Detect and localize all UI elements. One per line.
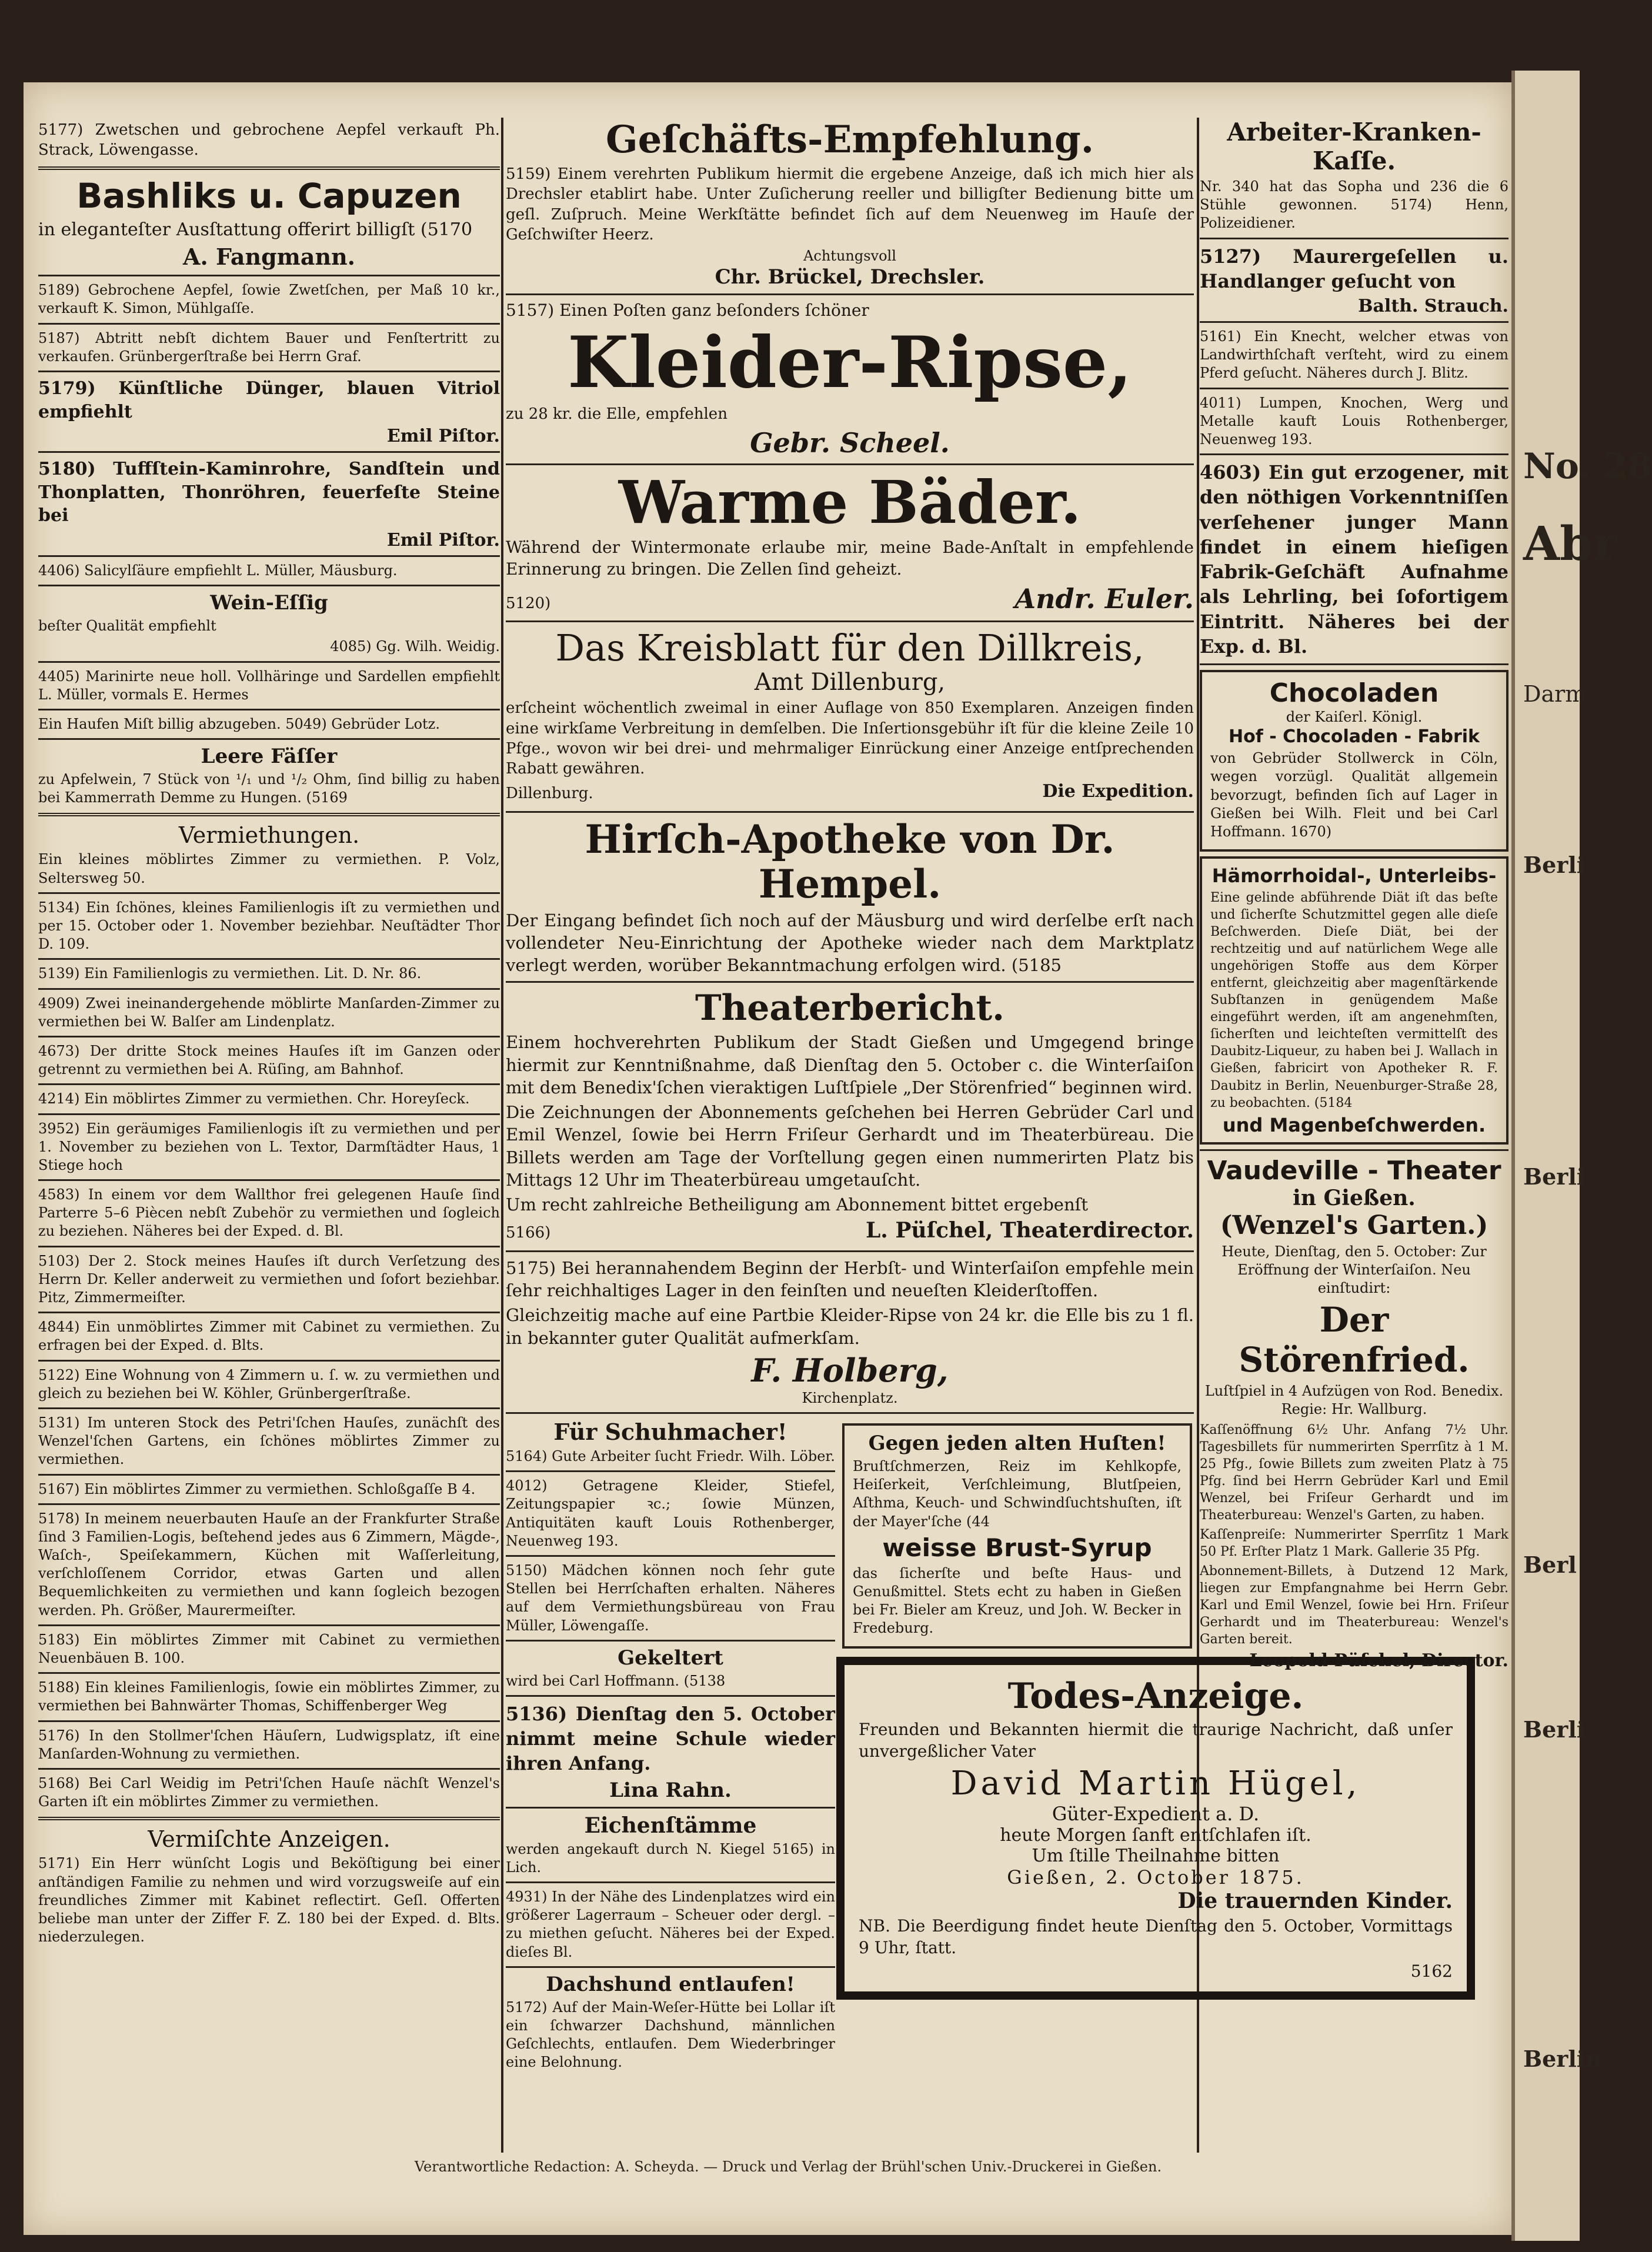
ad-kleider-intro: 5157) Einen Poſten ganz beſonders ſchöner <box>506 301 869 321</box>
ad-holberg-place: Kirchenplatz. <box>802 1389 898 1406</box>
ad-baeder-no: 5120) <box>506 594 551 612</box>
ad-v8: 4583) In einem vor dem Wallthor frei gelegenen Hauſe ſind Parterre 5–6 Piècen nebſt Zubehör zu vermiethen und ſogleich zu beziehen. Näheres bei der Exped. d. Bl. <box>38 1186 500 1240</box>
todes-p1: Freunden und Bekannten hiermit die traurige Nachricht, daß unſer unvergeßlicher Vater <box>859 1719 1453 1761</box>
ad-vaud-text: Heute, Dienſtag, den 5. October: Zur Eröffnung der Winterſaiſon. Neu einſtudirt: <box>1222 1243 1487 1296</box>
todes-nb: NB. Die Beerdigung findet heute Dienſtag den 5. October, Vormittags 9 Uhr, ſtatt. <box>859 1916 1453 1958</box>
ad-v6: 4214) Ein möblirtes Zimmer zu vermiethen. Chr. Horeyſeck. <box>38 1090 470 1107</box>
ad-vaud-play-text: Luſtſpiel in 4 Aufzügen von Rod. Benedix. Regie: Hr. Wallburg. <box>1204 1383 1504 1418</box>
todes-anzeige-box <box>836 1657 1475 2000</box>
next-page-edge <box>1511 71 1652 2241</box>
ad-wein-text: beſter Qualität empfiehlt <box>38 618 216 635</box>
ad-haem-title: Hämorrhoidal-, Unterleibs- <box>1212 865 1497 888</box>
todes-p2: heute Morgen ſanft entſchlafen iſt. <box>1000 1825 1311 1846</box>
ad-5187: 5187) Abtritt nebſt dichtem Bauer und Fenſtertritt zu verkaufen. Grünbergerſtraße bei Herrn Graf. <box>38 329 500 365</box>
ad-baeder-title: Warme Bäder. <box>618 467 1082 537</box>
ad-v16: 5188) Ein kleines Familienlogis, ſowie ein möblirtes Zimmer, zu vermiethen bei Bahnwärter Thomas, Schiffenberger Weg <box>38 1679 500 1714</box>
ad-holberg-text: 5175) Bei herannahendem Beginn der Herbſt- und Winterſaiſon empfehle mein ſehr reichhaltiges Lager in den feinſten und neueſten Kleiderſtoffen. <box>506 1257 1194 1301</box>
edge-word: No. 28 <box>1523 446 1652 487</box>
ad-vaud-sub2: (Wenzel's Garten.) <box>1220 1210 1489 1240</box>
ad-5127-sig: Balth. Strauch. <box>1358 296 1509 317</box>
ad-gekeltert-title: Gekeltert <box>618 1646 723 1670</box>
ad-gekeltert-text: wird bei Carl Hoffmann. (5138 <box>506 1672 726 1689</box>
ad-v13: 5167) Ein möblirtes Zimmer zu vermiethen. Schloßgaſſe B 4. <box>38 1480 476 1497</box>
ad-v18: 5168) Bei Carl Weidig im Petri'ſchen Hauſe nächſt Wenzel's Garten iſt ein möblirtes Zimmer zu vermiethen. <box>38 1774 500 1810</box>
ad-5189: 5189) Gebrochene Aepfel, ſowie Zwetſchen, per Maß 10 kr., verkauft K. Simon, Mühlgaſſe. <box>38 282 500 317</box>
ad-5177: 5177) Zwetschen und gebrochene Aepfel verkauft Ph. Strack, Löwengasse. <box>38 121 500 159</box>
ad-v14: 5178) In meinem neuerbauten Hauſe an der Frankfurter Straße ſind 3 Familien-Logis, beſtehend jedes aus 6 Zimmern, Mägde-, Waſch-, Speiſekammern, Küchen mit Waſſerleitung, verſchloſſenem Corridor, etwas Garten und allen Bequemlichkeiten zu vermiethen und kann ſogleich bezogen werden. Ph. Größer, Maurermeiſter. <box>38 1510 500 1619</box>
ad-holberg-text2: Gleichzeitig mache auf eine Partbie Kleider-Ripse von 24 kr. die Elle bis zu 1 fl. in bekannter guter Qualität aufmerkſam. <box>506 1305 1194 1348</box>
ad-husten-text: Bruſtſchmerzen, Reiz im Kehlkopfe, Heiſerkeit, Verſchleimung, Blutſpeien, Aſthma, Keuch- und Schwindſuchtshuſten, iſt der Mayer'ſche (44 <box>853 1458 1182 1530</box>
edge-word: Berli <box>1523 1716 1586 1743</box>
ad-theater-p2: Die Zeichnungen der Abonnements geſchehen bei Herren Gebrüder Carl und Emil Wenzel, ſowie bei Herrn Friſeur Gerhardt und im Theaterbüreau. Die Billets werden am Tage der Vorſtellung gegen einen nummerirten Platz bis Mittags 12 Uhr im Theaterbüreau umgetauſcht. <box>506 1102 1194 1190</box>
edge-word: Berli <box>1523 1163 1586 1190</box>
edge-word: Berli <box>1523 852 1586 878</box>
ad-kleider-title: Kleider-Ripse, <box>568 321 1132 405</box>
ad-vaud-sig: Leopold Püſchel, Director. <box>1249 1650 1509 1671</box>
ad-kreis-footer <box>506 781 1194 806</box>
ad-v1: Ein kleines möblirtes Zimmer zu vermiethen. P. Volz, Seltersweg 50. <box>38 851 500 886</box>
ad-5161: 5161) Ein Knecht, welcher etwas von Landwirthſchaft verſteht, wird zu einem Pferd geſucht. Näheres durch J. Blitz. <box>1200 328 1509 382</box>
edge-word: Berlin <box>1523 2046 1601 2072</box>
ad-dachs-title: Dachshund entlaufen! <box>546 1972 795 1996</box>
ad-theater-p1: Einem hochverehrten Publikum der Stadt Gießen und Umgegend bringe hiermit zur Kenntnißnahme, daß Dienſtag den 5. October c. die Winterſaiſon mit dem Benedix'ſchen vieraktigen Luſtſpiele „Der Störenfried“ beginnen wird. <box>506 1032 1194 1097</box>
ad-schule-sig: Lina Rahn. <box>609 1778 732 1802</box>
ad-theater-no: 5166) <box>506 1224 551 1242</box>
ad-schule-text: 5136) Dienſtag den 5. October nimmt meine Schule wieder ihren Anfang. <box>506 1702 835 1775</box>
ad-holberg-sig: F. Holberg, <box>751 1351 949 1389</box>
ad-5179-sig: Emil Piſtor. <box>386 426 500 447</box>
ad-kreis-title: Das Kreisblatt für den Dillkreis, <box>555 626 1144 669</box>
ad-vaud-details: Kaſſenöffnung 6½ Uhr. Anfang 7½ Uhr. Tagesbillets für nummerirten Sperrſitz à 1 M. 25 Pfg., ſowie Billets zum zweiten Platz à 75 Pfg. ſind bei Herrn Gebrüder Karl und Emil Wenzel, bei Friſeur Gerhardt und im Theaterbureau: Wenzel's Garten, zu haben. <box>1200 1422 1509 1523</box>
ad-faesser-title: Leere Fäſſer <box>201 745 338 769</box>
ad-haem-title2: und Magenbeſchwerden. <box>1222 1113 1486 1136</box>
ad-choco-sub2: Hof - Chocoladen - Fabrik <box>1228 726 1480 748</box>
ad-geschaefts-close: Achtungsvoll <box>803 248 896 265</box>
ad-choco-title: Chocoladen <box>1269 678 1439 709</box>
ad-5171: 5171) Ein Herr wünſcht Logis und Beköſtigung bei einer anſtändigen Familie zu nehmen und wird vorzugsweiſe auf ein freundliches Zimmer mit Kabinet reflectirt. Geſl. Offerten beliebe man unter der Ziffer F. Z. 180 bei der Exped. d. Blts. niederzulegen. <box>38 1855 500 1946</box>
ad-4603: 4603) Ein gut erzogener, mit den nöthigen Vorkenntniſſen verſehener junger Mann findet in einem hieſigen Fabrik-Geſchäft Aufnahme als Lehrling, bei ſofortigem Eintritt. Näheres bei der Exp. d. Bl. <box>1200 461 1509 658</box>
ad-kreis-place: Dillenburg. <box>506 785 593 803</box>
ad-theater-footer <box>506 1218 1194 1245</box>
ad-v2: 5134) Ein ſchönes, kleines Familienlogis iſt zu vermiethen und per 15. October oder 1. November beziehbar. Neuſtädter Thor D. 109. <box>38 899 500 953</box>
ad-vaud-abo: Abonnement-Billets, à Dutzend 12 Mark, liegen zur Empfangnahme bei Herrn Gebr. Karl und Emil Wenzel, ſowie bei Hrn. Friſeur Gerhardt und im Theaterbureau: Wenzel's Garten bereit. <box>1200 1563 1509 1647</box>
todes-role: Güter-Expedient a. D. <box>1052 1803 1260 1826</box>
ad-5150: 5150) Mädchen können noch ſehr gute Stellen bei Herrſchaften erhalten. Näheres auf dem Vermiethungsbüreau von Frau Müller, Löwengaſſe. <box>506 1562 835 1634</box>
ad-4011: 4011) Lumpen, Knochen, Werg und Metalle kauft Louis Rothenberger, Neuenweg 193. <box>1200 394 1509 448</box>
ad-wein-sig: 4085) Gg. Wilh. Weidig. <box>330 638 500 655</box>
ad-vaud-prices: Kaſſenpreiſe: Nummerirter Sperrſitz 1 Mark 50 Pf. Erſter Platz 1 Mark. Gallerie 35 Pfg. <box>1200 1527 1509 1559</box>
ad-bashliks-text: in eleganteſter Ausſtattung offerirt billigſt (5170 <box>38 219 473 240</box>
imprint-footer: Verantwortliche Redaction: A. Scheyda. — Druck und Verlag der Brühl'schen Univ.-Druckerei in Gießen. <box>414 2158 1162 2175</box>
ad-5180: 5180) Tuffſtein-Kaminrohre, Sandſtein und Thonplatten, Thonröhren, feuerfeſte Steine bei <box>38 459 500 526</box>
ad-baeder-sig: Andr. Euler. <box>1014 582 1194 615</box>
ad-v5: 4673) Der dritte Stock meines Hauſes iſt im Ganzen oder getrennt zu vermiethen bei A. Rüſing, am Bahnhof. <box>38 1042 500 1078</box>
ad-schuh-text: 5164) Gute Arbeiter ſucht Friedr. Wilh. Löber. <box>506 1448 835 1465</box>
ad-4406: 4406) Salicylſäure empfiehlt L. Müller, Mäusburg. <box>38 562 398 579</box>
ad-bashliks-title: Bashliks u. Capuzen <box>76 175 462 216</box>
ad-husten-product: weisse Brust-Syrup <box>882 1533 1152 1562</box>
ad-v9: 5103) Der 2. Stock meines Hauſes iſt durch Verſetzung des Herrn Dr. Keller anderweit zu vermiethen und ſofort beziehbar. Pitz, Zimmermeiſter. <box>38 1252 500 1306</box>
ad-husten-title: Gegen jeden alten Huſten! <box>868 1432 1166 1456</box>
ad-4931: 4931) In der Nähe des Lindenplatzes wird ein größerer Lagerraum – Scheuer oder dergl. – zu miethen geſucht. Näheres bei der Exped. dieſes Bl. <box>506 1889 835 1960</box>
column-right <box>1200 118 1509 1671</box>
todes-place: Gießen, 2. October 1875. <box>1007 1866 1304 1889</box>
ad-hirsch-text: Der Eingang befindet ſich noch auf der Mäusburg und wird derſelbe erſt nach vollendeter Neu-Einrichtung der Apotheke wieder nach dem Marktplatz verlegt werden, worüber Bekanntmachung erfolgen wird. (5185 <box>506 910 1194 976</box>
ad-dachs-text: 5172) Auf der Main-Weſer-Hütte bei Lollar iſt ein ſchwarzer Dachshund, männlichen Geſchlechts, entlaufen. Dem Wiederbringer eine Belohnung. <box>506 1999 835 2071</box>
ad-choco-box <box>1200 670 1509 852</box>
ad-geschaefts-text: 5159) Einem verehrten Publikum hiermit die ergebene Anzeige, daß ich mich hier als Drechsler etablirt habe. Unter Zuſicherung reeller und billigſter Bedienung bitte um geſl. Zuſpruch. Meine Werkſtätte befindet ſich auf dem Neuenweg im Hauſe der Geſchwiſter Heerz. <box>506 165 1194 243</box>
ad-v7: 3952) Ein geräumiges Familienlogis iſt zu vermiethen und per 1. November zu beziehen von L. Textor, Darmſtädter Haus, 1 Stiege hoch <box>38 1120 500 1173</box>
ad-kreis-sub: Amt Dillenburg, <box>754 669 946 696</box>
ad-vaud-play: Der Störenfried. <box>1239 1300 1470 1380</box>
ad-v3: 5139) Ein Familienlogis zu vermiethen. Lit. D. Nr. 86. <box>38 965 422 982</box>
ad-vaud-sub: in Gießen. <box>1293 1185 1416 1210</box>
todes-name: David Martin Hügel, <box>950 1764 1361 1803</box>
newspaper-page <box>24 82 1511 2235</box>
ad-hirsch-title: Hirſch-Apotheke von Dr. Hempel. <box>585 816 1115 907</box>
ad-bashliks-sig: A. Fangmann. <box>183 243 355 271</box>
section-vermiethungen: Vermiethungen. <box>178 822 360 849</box>
ad-4405: 4405) Marinirte neue holl. Vollhäringe und Sardellen empfiehlt L. Müller, vormals E. Hermes <box>38 668 500 703</box>
column-left <box>38 118 500 1949</box>
ad-5180-sig: Emil Piſtor. <box>386 529 500 551</box>
ad-vaud-title: Vaudeville - Theater <box>1207 1155 1501 1186</box>
ad-wein-title: Wein-Eſſig <box>210 591 328 615</box>
column-rule <box>501 118 503 2153</box>
ad-choco-text: von Gebrüder Stollwerck in Cöln, wegen vorzügl. Qualität allgemein bevorzugt, befinden ſich auf Lager in Gießen bei Wilh. Fleit und bei Carl Hoffmann. 1670) <box>1210 750 1498 840</box>
edge-word: Berl <box>1523 1552 1577 1578</box>
ad-kreis-text: erſcheint wöchentlich zweimal in einer Auflage von 850 Exemplaren. Anzeigen finden eine wirkſame Verbreitung in demſelben. Die Inſertionsgebühr iſt für die kleine Zeile 10 Pfge., wovon wir bei drei- und mehrmaliger Einrückung einer Anzeige entſprechenden Rabatt gewähren. <box>506 699 1194 778</box>
ad-v17: 5176) In den Stollmer'ſchen Häuſern, Ludwigsplatz, iſt eine Manſarden-Wohnung zu vermiethen. <box>38 1727 500 1762</box>
ad-kasse-title: Arbeiter-Kranken-Kaſſe. <box>1227 118 1481 175</box>
ad-theater-p3: Um recht zahlreiche Betheiligung am Abonnement bittet ergebenſt <box>506 1195 1089 1215</box>
ad-4012: 4012) Getragene Kleider, Stiefel, Zeitungspapier ꝛc.; ſowie Münzen, Antiquitäten kauft Louis Rothenberger, Neuenweg 193. <box>506 1477 835 1549</box>
ad-eichen-title: Eichenſtämme <box>584 1813 757 1838</box>
ad-baeder-text: Während der Wintermonate erlaube mir, meine Bade-Anſtalt in empfehlende Erinnerung zu bringen. Die Zellen ſind geheizt. <box>506 537 1194 579</box>
ad-v12: 5131) Im unteren Stock des Petri'ſchen Hauſes, zunächſt des Wenzel'ſchen Gartens, ein ſchönes möblirtes Zimmer zu vermiethen. <box>38 1414 500 1468</box>
lower-middle-left <box>506 1419 835 2074</box>
todes-sig: Die trauernden Kinder. <box>1177 1889 1453 1914</box>
ad-kreis-sig: Die Expedition. <box>1042 781 1194 802</box>
ad-kasse-text: Nr. 340 hat das Sopha und 236 die 6 Stühle gewonnen. 5174) Henn, Polizeidiener. <box>1200 178 1509 232</box>
ad-haem-text: Eine gelinde abführende Diät iſt das beſte und ſicherſte Schutzmittel gegen alle dieſe Beſchwerden. Dieſe Diät, bei der rechtzeitig und auf natürlichem Wege alle ungehörigen Stoffe aus dem Körper entfernt, gleichzeitig aber magenſtärkende Subſtanzen in genügendem Maße eingeführt werden, iſt am angenehmſten, ſicherſten und leichteſten vermittelſt des Daubitz-Liqueur, zu haben bei J. Wallach in Gießen, fabricirt von Apotheker R. F. Daubitz in Berlin, Neuenburger-Straße 28, zu beobachten. (5184 <box>1210 890 1498 1110</box>
ad-theater-sig: L. Püſchel, Theaterdirector. <box>865 1218 1194 1243</box>
edge-word: Darm <box>1523 681 1587 707</box>
ad-eichen-text: werden angekauft durch N. Kiegel 5165) in Lich. <box>506 1840 835 1876</box>
todes-p3: Um ſtille Theilnahme bitten <box>1032 1846 1280 1867</box>
ad-v10: 4844) Ein unmöblirtes Zimmer mit Cabinet zu vermiethen. Zu erfragen bei der Exped. d. Blts. <box>38 1319 500 1354</box>
todes-no: 5162 <box>1410 1961 1453 1981</box>
ad-v11: 5122) Eine Wohnung von 4 Zimmern u. ſ. w. zu vermiethen und gleich zu beziehen bei W. Köhler, Grünbergerſtraße. <box>38 1366 500 1402</box>
ad-5049: Ein Haufen Miſt billig abzugeben. 5049) Gebrüder Lotz. <box>38 715 440 732</box>
ad-schuh-title: Für Schuhmacher! <box>553 1419 787 1446</box>
todes-title: Todes-Anzeige. <box>1007 1675 1304 1717</box>
ad-husten-text2: das ſicherſte und beſte Haus- und Genußmittel. Stets echt zu haben in Gießen bei Fr. Bieler am Kreuz, und Joh. W. Becker in Fredeburg. <box>853 1564 1182 1637</box>
ad-5179: 5179) Künſtliche Dünger, blauen Vitriol empfiehlt <box>38 378 500 422</box>
ad-v15: 5183) Ein möblirtes Zimmer mit Cabinet zu vermiethen Neuenbäuen B. 100. <box>38 1631 500 1666</box>
ad-geschaefts-title: Geſchäfts-Empfehlung. <box>606 118 1094 162</box>
ad-choco-sub: der Kaiſerl. Königl. <box>1286 709 1423 726</box>
ad-kleider-text: zu 28 kr. die Elle, empfehlen <box>506 405 727 423</box>
ad-husten-box <box>842 1423 1192 1649</box>
ad-theater-title: Theaterbericht. <box>695 987 1005 1029</box>
ad-v4: 4909) Zwei ineinandergehende möblirte Manſarden-Zimmer zu vermiethen bei W. Balſer am Lindenplatz. <box>38 995 500 1030</box>
ad-kleider-sig: Gebr. Scheel. <box>750 426 950 459</box>
ad-haem-box <box>1200 856 1509 1144</box>
ad-faesser-text: zu Apfelwein, 7 Stück von ¹/₁ und ¹/₂ Ohm, ſind billig zu haben bei Kammerrath Demme zu Hungen. (5169 <box>38 771 500 806</box>
ad-geschaefts-sig: Chr. Brückel, Drechsler. <box>715 265 985 289</box>
ad-5127: 5127) Maurergeſellen u. Handlanger geſucht von <box>1200 245 1509 292</box>
section-vermischte: Vermiſchte Anzeigen. <box>148 1826 391 1853</box>
edge-word: Abr <box>1523 516 1618 571</box>
ad-baeder-footer <box>506 583 1194 616</box>
